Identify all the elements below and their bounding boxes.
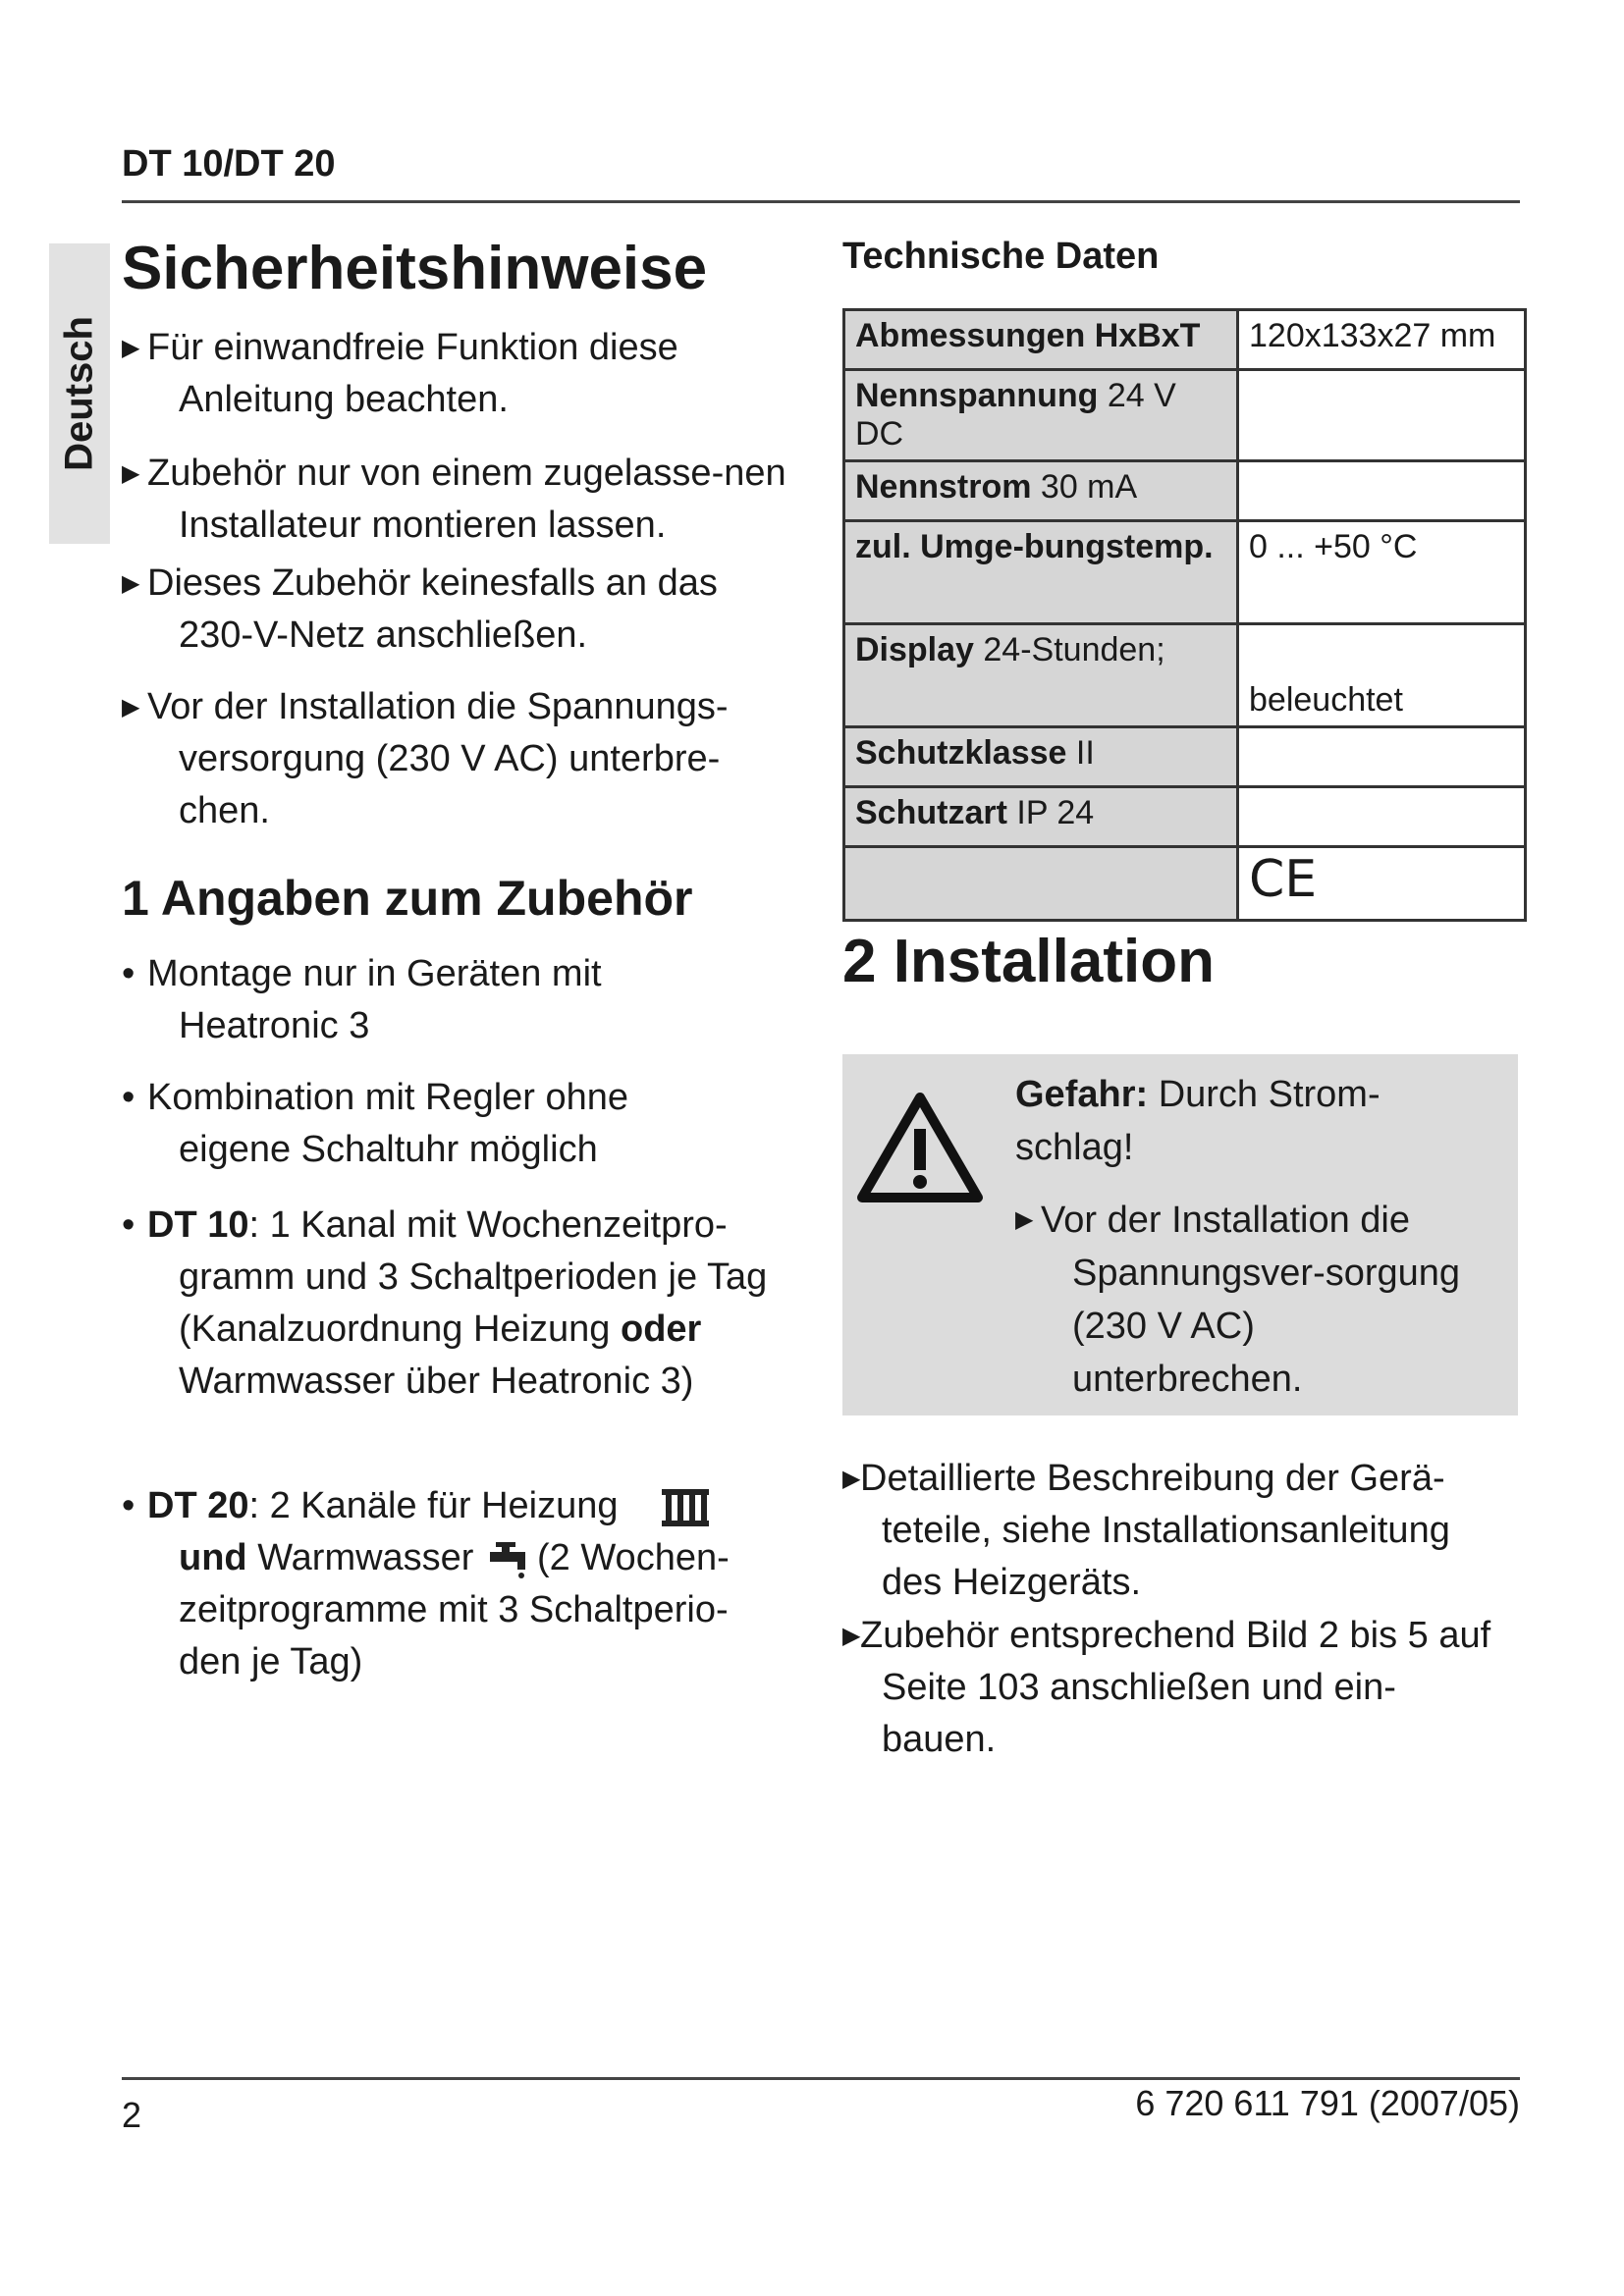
section2-heading: 2 Installation: [842, 928, 1215, 995]
tech-data-heading: Technische Daten: [842, 236, 1160, 277]
page-number: 2: [122, 2095, 142, 2135]
language-tab-label: Deutsch: [57, 316, 101, 471]
dt20-label: DT 20: [147, 1485, 249, 1526]
safety-item-3: ▶ Dieses Zubehör keinesfalls an das 230-V-Netz anschließen.: [122, 558, 750, 662]
safety-heading: Sicherheitshinweise: [122, 235, 708, 302]
document-header-title: DT 10/DT 20: [122, 143, 336, 185]
arrow-bullet-icon: ▶: [122, 335, 140, 361]
radiator-icon: [658, 1485, 713, 1530]
safety-item-4: ▶ Vor der Installation die Spannungs-versorgung (230 V AC) unterbre-chen.: [122, 681, 750, 837]
tap-water-icon: [488, 1540, 533, 1579]
danger-warning-box: [842, 1054, 1518, 1415]
table-row: [844, 847, 1526, 921]
table-row: Display 24-Stunden; beleuchtet: [844, 624, 1526, 727]
safety-item-2: ▶ Zubehör nur von einem zugelasse-nen Installateur montieren lassen.: [122, 448, 789, 552]
bullet-dot-icon: •: [122, 1077, 135, 1118]
arrow-bullet-icon: ▶: [842, 1466, 861, 1492]
ce-mark: CE: [1238, 847, 1526, 921]
oder-emphasis: oder: [620, 1308, 702, 1350]
table-row: Schutzart IP 24: [844, 787, 1526, 847]
arrow-bullet-icon: ▶: [122, 460, 140, 487]
table-row: Schutzklasse II: [844, 727, 1526, 787]
arrow-bullet-icon: ▶: [1015, 1206, 1034, 1233]
installation-item-2: ▶ Zubehör entsprechend Bild 2 bis 5 auf Seite 103 anschließen und ein-bauen.: [842, 1610, 1510, 1766]
tech-data-table: [842, 308, 1527, 922]
dt10-label: DT 10: [147, 1204, 249, 1246]
accessory-item-2: • Kombination mit Regler ohne eigene Schaltuhr möglich: [122, 1072, 731, 1176]
warning-text: Gefahr: Durch Strom-schlag! ▶ Vor der Installation die Spannungsver-sorgung (230 V AC) unterbrechen.: [1015, 1068, 1477, 1406]
table-row: Abmessungen HxBxT 120x133x27 mm: [844, 310, 1526, 370]
table-row: zul. Umge-bungstemp. 0 ... +50 °C: [844, 521, 1526, 624]
safety-item-1: ▶ Für einwandfreie Funktion diese Anleitung beachten.: [122, 322, 750, 426]
header-rule: [122, 200, 1520, 203]
danger-label: Gefahr:: [1015, 1074, 1149, 1115]
installation-item-1: ▶ Detaillierte Beschreibung der Gerä-teteile, siehe Installationsanleitung des Heizgeräts.: [842, 1453, 1510, 1609]
bullet-dot-icon: •: [122, 1485, 135, 1526]
document-number: 6 720 611 791 (2007/05): [1135, 2083, 1520, 2123]
footer-rule: [122, 2077, 1520, 2080]
bullet-dot-icon: •: [122, 953, 135, 994]
accessory-item-1: • Montage nur in Geräten mit Heatronic 3: [122, 948, 731, 1052]
warning-triangle-icon: [856, 1092, 984, 1205]
table-row: Nennspannung 24 V DC: [844, 370, 1526, 461]
bullet-dot-icon: •: [122, 1204, 135, 1246]
accessory-item-dt10: • DT 10: 1 Kanal mit Wochenzeitpro-gramm und 3 Schaltperioden je Tag (Kanalzuordnung Heizung oder Warmwasser über Heatronic 3): [122, 1200, 789, 1408]
section1-heading: 1 Angaben zum Zubehör: [122, 871, 693, 926]
table-row: Nennstrom 30 mA: [844, 461, 1526, 521]
und-emphasis: und: [179, 1537, 247, 1578]
arrow-bullet-icon: ▶: [122, 570, 140, 597]
arrow-bullet-icon: ▶: [122, 694, 140, 721]
warning-action: ▶ Vor der Installation die Spannungsver-sorgung (230 V AC) unterbrechen.: [1015, 1194, 1477, 1406]
arrow-bullet-icon: ▶: [842, 1623, 861, 1649]
accessory-item-dt20: • DT 20: 2 Kanäle für Heizung und Warmwasser (2 Wochen-zeitprogramme mit 3 Schaltperio-den je Tag): [122, 1480, 770, 1688]
language-side-tab: [49, 243, 110, 544]
